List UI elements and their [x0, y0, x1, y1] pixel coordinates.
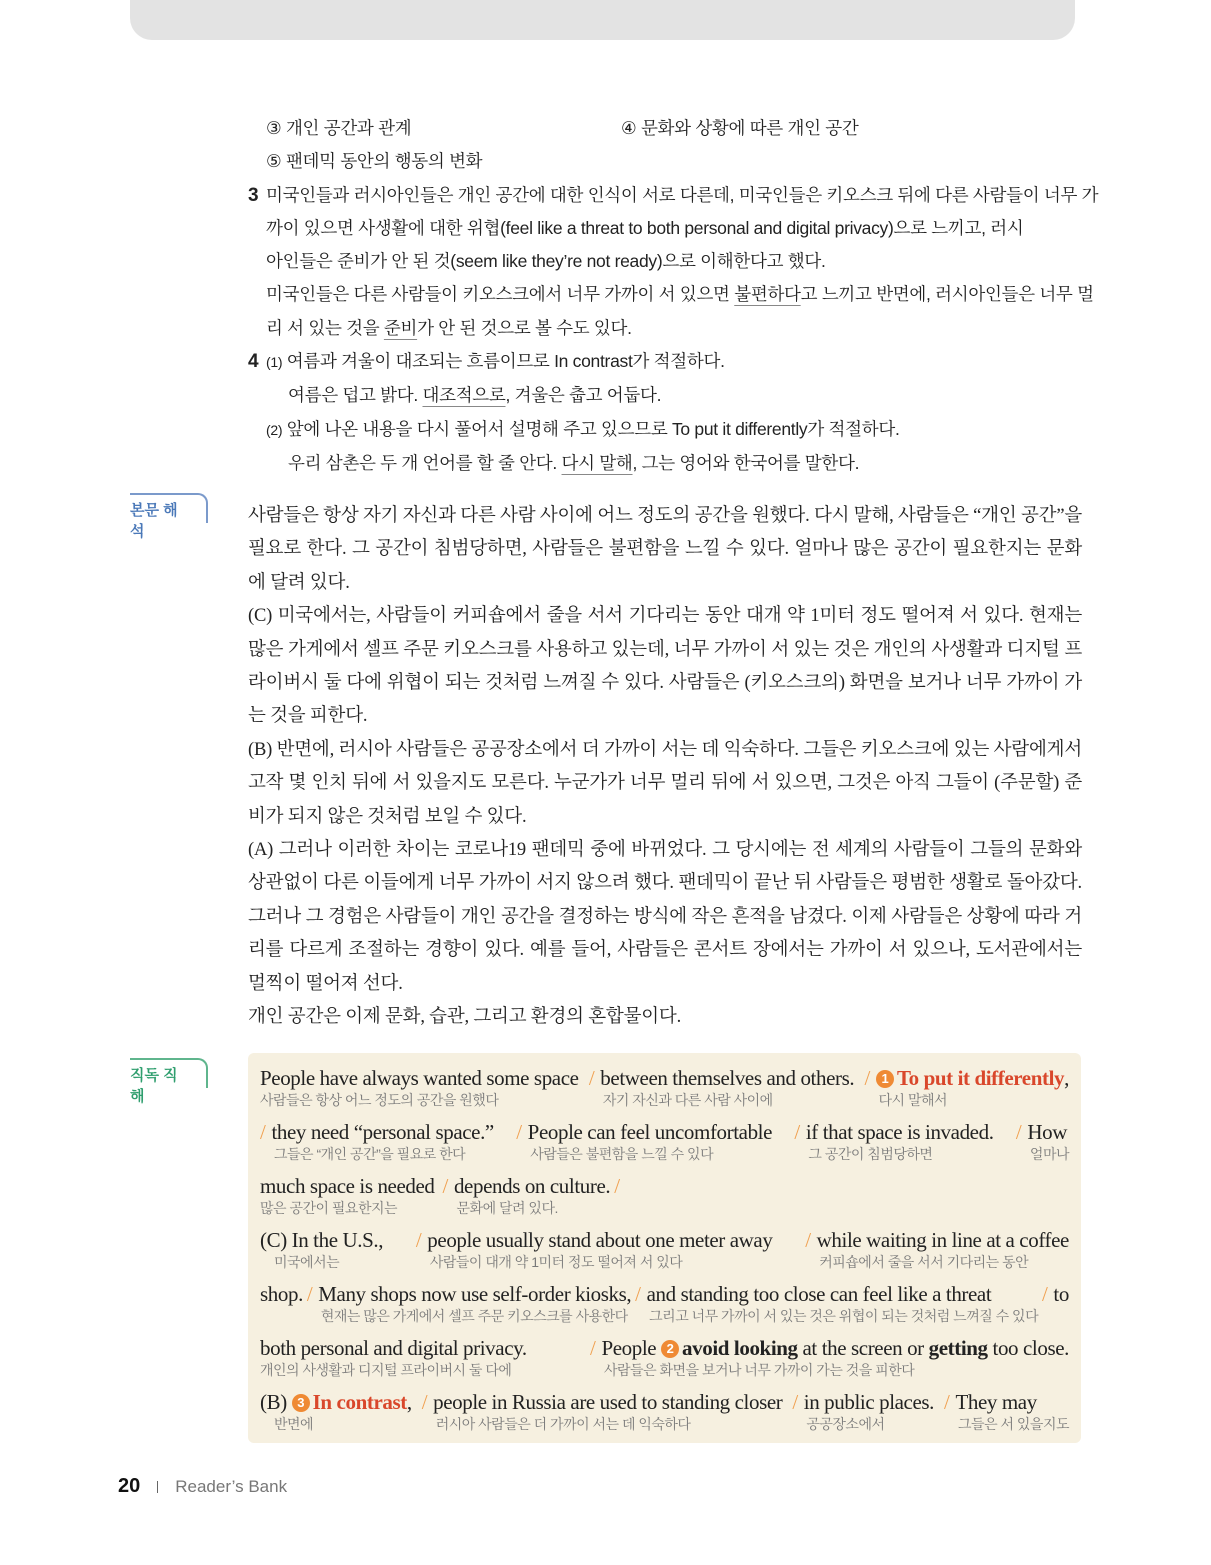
question-number: 4: [248, 351, 259, 373]
english-phrase: [1042, 1281, 1069, 1307]
text: shop.: [260, 1282, 303, 1306]
english-phrase: [260, 1281, 303, 1307]
text: people usually stand about one meter away: [427, 1228, 773, 1252]
text: , 겨울은 춥고 어둡다.: [505, 385, 662, 406]
slash-separator: /: [1041, 1282, 1048, 1306]
korean-gloss: 현재는 많은 가게에서 셀프 주문 키오스크를 사용한다: [320, 1308, 628, 1324]
section-label-translation: [130, 493, 208, 540]
slash-separator: /: [944, 1390, 950, 1414]
phrase-chunk: [805, 1227, 1069, 1271]
english-phrase: [805, 1227, 1069, 1253]
question-number: 3: [248, 184, 259, 206]
slash-separator: /: [415, 1228, 422, 1252]
text: People can feel uncomfortable: [527, 1120, 773, 1144]
text: 여름은 덥고 밝다.: [288, 385, 423, 406]
korean-gloss: 다시 말해서: [878, 1092, 948, 1108]
korean-gloss: 사람들은 불편함을 느낄 수 있다: [530, 1146, 714, 1162]
english-phrase: [422, 1389, 783, 1415]
english-phrase: [865, 1065, 1070, 1091]
phrase-chunk: [416, 1227, 773, 1271]
book-title: Reader’s Bank: [175, 1476, 288, 1496]
q3-line: 아인들은 준비가 안 된 것(seem like they’re not ready)으로 이해한다고 했다.: [266, 251, 826, 272]
underlined-text: 불편하다: [734, 284, 801, 305]
text: depends on culture.: [453, 1174, 611, 1198]
phrase-chunk: [260, 1335, 527, 1379]
slash-separator: /: [442, 1174, 448, 1198]
english-phrase: [260, 1119, 494, 1145]
text: (B): [260, 1390, 292, 1414]
number-badge-icon: 2: [661, 1340, 679, 1358]
underlined-text: 준비: [383, 317, 418, 338]
bold-text: getting: [928, 1336, 988, 1360]
phrase-chunk: [443, 1173, 620, 1217]
korean-gloss: 러시아 사람들은 더 가까이 서는 데 익숙하다: [435, 1416, 691, 1432]
number-badge-icon: 1: [876, 1070, 894, 1088]
english-phrase: [792, 1389, 934, 1415]
phrase-chunk: [792, 1389, 934, 1433]
korean-gloss: 그들은 서 있을지도: [958, 1416, 1069, 1432]
text: 리 서 있는 것을: [266, 317, 384, 338]
english-phrase: [944, 1389, 1069, 1415]
korean-gloss: 미국에서는: [274, 1254, 340, 1270]
top-banner: [130, 0, 1075, 40]
english-phrase: [590, 1335, 1069, 1361]
korean-gloss: 그리고 너무 가까이 서 있는 것은 위협이 되는 것처럼 느껴질 수 있다: [649, 1308, 1039, 1324]
phrase-chunk: [794, 1119, 993, 1163]
section-label-direct-reading: [130, 1058, 208, 1105]
q3-example: [248, 312, 1083, 345]
phrase-chunk: [260, 1119, 494, 1163]
text: people in Russia are used to standing closer: [433, 1390, 783, 1414]
phrase-chunk: [260, 1065, 579, 1109]
option-4: ④ 문화와 상황에 따른 개인 공간: [621, 118, 859, 138]
slash-separator: /: [635, 1282, 641, 1306]
slash-separator: /: [805, 1228, 811, 1252]
korean-gloss: 반면에: [274, 1416, 314, 1432]
direct-reading-box: [248, 1053, 1081, 1443]
page-number: 20: [118, 1475, 141, 1497]
korean-gloss: 커피숍에서 줄을 서서 기다리는 동안: [819, 1254, 1029, 1270]
english-phrase: [260, 1065, 579, 1091]
option-5: ⑤ 팬데믹 동안의 행동의 변화: [266, 151, 483, 172]
paragraph: 개인 공간은 이제 문화, 습관, 그리고 환경의 혼합물이다.: [248, 1007, 682, 1028]
text: at the screen or: [797, 1336, 929, 1360]
q4-2-example: [248, 447, 1083, 480]
text: to: [1053, 1282, 1069, 1306]
phrase-chunk: [260, 1281, 303, 1325]
direct-reading-row: [260, 1119, 1069, 1163]
korean-gloss: 공공장소에서: [806, 1416, 885, 1432]
sub-label: (1): [266, 354, 283, 371]
paragraph: 사람들은 항상 자기 자신과 다른 사람 사이에 어느 정도의 공간을 원했다. 다시 말해, 사람들은 “개인 공간”을 필요로 한다. 그 공간이 침범당하면, 사람들은 불편함을 느낄 수 있다. 얼마나 많은 공간이 필요한지는 문화에 달려 있다.: [248, 506, 1082, 593]
underlined-text: 다시 말해: [561, 452, 633, 473]
options-row: [248, 112, 1083, 145]
text: 우리 삼촌은 두 개 언어를 할 줄 안다.: [288, 452, 562, 473]
text: while waiting in line at a coffee: [816, 1228, 1069, 1252]
phrase-chunk: [635, 1281, 1038, 1325]
label-text: 직독 직해: [130, 1067, 178, 1105]
phrase-chunk: [516, 1119, 772, 1163]
slash-separator: /: [306, 1282, 313, 1306]
phrase-chunk: [260, 1227, 383, 1271]
q3-example: [248, 278, 1094, 311]
text: ,: [406, 1390, 412, 1414]
slash-separator: /: [588, 1066, 595, 1090]
english-phrase: [260, 1389, 412, 1415]
translation-text: [248, 500, 1082, 1035]
korean-gloss: 그 공간이 침범당하면: [808, 1146, 933, 1162]
text: if that space is invaded.: [805, 1120, 994, 1144]
highlight-expression: To put it differently: [896, 1066, 1065, 1090]
q4-2-text: 앞에 나온 내용을 다시 풀어서 설명해 주고 있으므로 To put it differently가 적절하다.: [282, 418, 900, 439]
phrase-chunk: [589, 1065, 854, 1109]
page-footer: [118, 1475, 287, 1498]
text: (C) In the U.S.,: [260, 1228, 384, 1252]
english-phrase: [260, 1173, 435, 1199]
slash-separator: /: [421, 1390, 428, 1414]
bold-text: avoid looking: [682, 1336, 798, 1360]
slash-separator: /: [864, 1066, 870, 1090]
text: People: [601, 1336, 662, 1360]
text: ,: [1064, 1066, 1069, 1090]
paragraph: (C) 미국에서는, 사람들이 커피숍에서 줄을 서서 기다리는 동안 대개 약 1미터 정도 떨어져 서 있다. 현재는 많은 가게에서 셀프 주문 키오스크를 사용하고 있는데, 너무 가까이 서 있는 것은 개인의 사생활과 디지털 프라이버시 둘 다에 위협이 되는 것처럼 느껴질 수 있다. 사람들은 (키오스크의) 화면을 보거나 너무 가까이 가는 것을 피한다.: [248, 606, 1082, 727]
slash-separator: /: [1015, 1120, 1022, 1144]
option-3: ③ 개인 공간과 관계: [266, 118, 412, 138]
korean-gloss: 개인의 사생활과 디지털 프라이버시 둘 다에: [260, 1362, 512, 1378]
slash-separator: /: [614, 1174, 620, 1198]
phrase-chunk: [260, 1173, 435, 1217]
answer-explanations: [248, 112, 1099, 480]
korean-gloss: 많은 공간이 필요한지는: [260, 1200, 398, 1216]
english-phrase: [1016, 1119, 1069, 1145]
text: Many shops now use self-order kiosks,: [318, 1282, 632, 1306]
text: in public places.: [803, 1390, 935, 1414]
korean-gloss: 사람들은 화면을 보거나 너무 가까이 가는 것을 피한다: [604, 1362, 915, 1378]
phrase-chunk: [1042, 1281, 1069, 1325]
slash-separator: /: [792, 1390, 798, 1414]
english-phrase: [589, 1065, 854, 1091]
korean-gloss: 문화에 달려 있다.: [456, 1200, 558, 1216]
text: much space is needed: [260, 1174, 435, 1198]
direct-reading-row: [260, 1065, 1069, 1109]
slash-separator: /: [794, 1120, 800, 1144]
slash-separator: /: [516, 1120, 522, 1144]
text: too close.: [987, 1336, 1069, 1360]
text: between themselves and others.: [600, 1066, 855, 1090]
text: How: [1027, 1120, 1067, 1144]
sub-label: (2): [266, 421, 283, 438]
q4-1-example: [248, 379, 1083, 412]
phrase-chunk: [422, 1389, 783, 1433]
phrase-chunk: [307, 1281, 631, 1325]
number-badge-icon: 3: [292, 1394, 310, 1412]
text: 가 안 된 것으로 볼 수도 있다.: [417, 317, 632, 338]
text: 고 느끼고 반면에, 러시아인들은 너무 멀: [800, 284, 1094, 305]
text: , 그는 영어와 한국어를 말한다.: [632, 452, 860, 473]
direct-reading-row: [260, 1173, 1069, 1217]
english-phrase: [260, 1227, 383, 1253]
phrase-chunk: [590, 1335, 1069, 1379]
english-phrase: [260, 1335, 527, 1361]
korean-gloss: 그들은 “개인 공간”을 필요로 한다: [274, 1146, 466, 1162]
label-text: 본문 해석: [130, 502, 178, 540]
direct-reading-row: [260, 1227, 1069, 1271]
english-phrase: [416, 1227, 773, 1253]
highlight-expression: In contrast: [312, 1390, 407, 1414]
english-phrase: [443, 1173, 620, 1199]
direct-reading-row: [260, 1281, 1069, 1325]
slash-separator: /: [590, 1336, 596, 1360]
direct-reading-row: [260, 1335, 1069, 1379]
text: 미국인들은 다른 사람들이 키오스크에서 너무 가까이 서 있으면: [266, 284, 735, 305]
phrase-chunk: [944, 1389, 1069, 1433]
english-phrase: [516, 1119, 772, 1145]
text: both personal and digital privacy.: [260, 1336, 527, 1360]
phrase-chunk: [865, 1065, 1070, 1109]
text: they need “personal space.”: [271, 1120, 494, 1144]
slash-separator: /: [260, 1120, 266, 1144]
q3-line: 미국인들과 러시아인들은 개인 공간에 대한 인식이 서로 다른데, 미국인들은 키오스크 뒤에 다른 사람들이 너무 가: [266, 184, 1099, 205]
phrase-chunk: [260, 1389, 412, 1433]
q3-line: 까이 있으면 사생활에 대한 위협(feel like a threat to both personal and digital privacy)으로 느끼고, 러시: [266, 217, 1024, 238]
q4-1-text: 여름과 겨울이 대조되는 흐름이므로 In contrast가 적절하다.: [282, 351, 725, 372]
paragraph: (B) 반면에, 러시아 사람들은 공공장소에서 더 가까이 서는 데 익숙하다. 그들은 키오스크에 있는 사람에게서 고작 몇 인치 뒤에 서 있을지도 모른다. 누군가가 너무 멀리 뒤에 서 있으면, 그것은 아직 그들이 (주문할) 준비가 되지 않은 것처럼 보일 수 있다.: [248, 739, 1082, 827]
text: and standing too close can feel like a threat: [646, 1282, 992, 1306]
korean-gloss: 자기 자신과 다른 사람 사이에: [602, 1092, 773, 1108]
english-phrase: [635, 1281, 1038, 1307]
paragraph: (A) 그러나 이러한 차이는 코로나19 팬데믹 중에 바뀌었다. 그 당시에는 전 세계의 사람들이 그들의 문화와 상관없이 다른 이들에게 너무 가까이 서지 않으려 했다. 팬데믹이 끝난 뒤 사람들은 평범한 생활로 돌아갔다. 그러나 그 경험은 사람들이 개인 공간을 결정하는 방식에 작은 흔적을 남겼다. 이제 사람들은 상황에 따라 거리를 다르게 조절하는 경향이 있다. 예를 들어, 사람들은 콘서트 장에서는 가까이 서 있으나, 도서관에서는 멀찍이 떨어져 선다.: [248, 840, 1082, 994]
text: People have always wanted some space: [260, 1066, 579, 1090]
korean-gloss: 얼마나: [1029, 1146, 1069, 1162]
korean-gloss: 사람들이 대개 약 1미터 정도 떨어져 서 있다: [429, 1254, 683, 1270]
footer-divider: [157, 1481, 158, 1493]
underlined-text: 대조적으로: [422, 385, 506, 406]
korean-gloss: 사람들은 항상 어느 정도의 공간을 원했다: [260, 1092, 499, 1108]
direct-reading-row: [260, 1389, 1069, 1433]
phrase-chunk: [1016, 1119, 1069, 1163]
english-phrase: [307, 1281, 631, 1307]
english-phrase: [794, 1119, 993, 1145]
text: They may: [955, 1390, 1037, 1414]
